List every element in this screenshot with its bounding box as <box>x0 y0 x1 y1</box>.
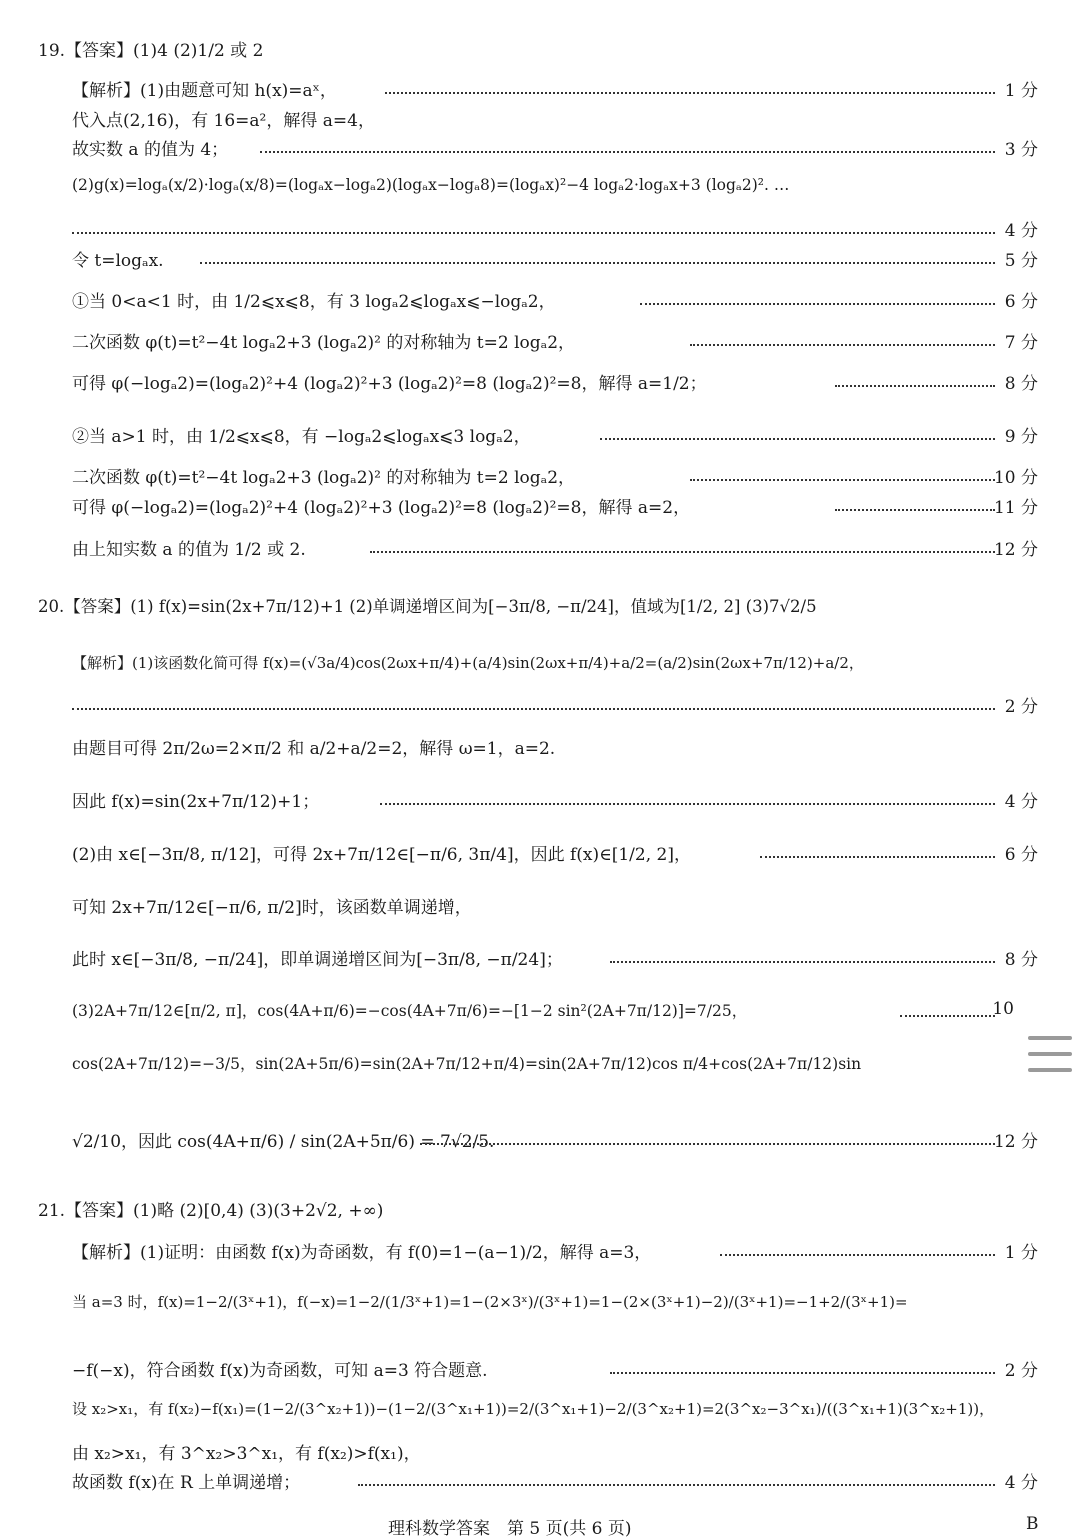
q20-score-8: 8 分 <box>1004 950 1038 970</box>
q21-score-1: 1 分 <box>1004 1243 1038 1263</box>
q20-analysis-line-7: 此时 x∈[−3π/8, −π/24]，即单调递增区间为[−3π/8, −π/24]； <box>72 950 563 970</box>
q19-analysis-line-8: 二次函数 φ(t)=t²−4t logₐ2+3 (logₐ2)² 的对称轴为 t=2 logₐ2， <box>72 333 576 353</box>
q20-analysis-line-8: (3)2A+7π/12∈[π/2, π]，cos(4A+π/6)=−cos(4A+7π/6)=−[1−2 sin²(2A+7π/12)]=7/25， <box>72 1002 748 1020</box>
q20-analysis-line-3: 由题目可得 2π/2ω=2×π/2 和 a/2+a/2=2，解得 ω=1，a=2. <box>72 739 556 759</box>
q19-analysis-line-4: (2)g(x)=logₐ(x/2)·logₐ(x/8)=(logₐx−logₐ2)(logₐx−logₐ8)=(logₐx)²−4 logₐ2·logₐx+3 (logₐ2)². … <box>72 176 790 194</box>
q19-analysis-line-3: 故实数 a 的值为 4； <box>72 140 229 160</box>
leader-dots <box>385 92 995 94</box>
q21-analysis-line-3: −f(−x)，符合函数 f(x)为奇函数，可知 a=3 符合题意. <box>72 1361 488 1381</box>
q21-score-4: 4 分 <box>1004 1473 1038 1493</box>
q19-score-9: 9 分 <box>1004 427 1038 447</box>
leader-dots <box>370 551 995 553</box>
q19-score-5: 5 分 <box>1004 251 1038 271</box>
q21-analysis-line-1: 【解析】(1)证明：由函数 f(x)为奇函数，有 f(0)=1−(a−1)/2，解得 a=3， <box>72 1243 652 1263</box>
q20-score-4: 4 分 <box>1004 792 1038 812</box>
q19-analysis-line-12: 可得 φ(−logₐ2)=(logₐ2)²+4 (logₐ2)²+3 (logₐ2)²=8 (logₐ2)²=8，解得 a=2， <box>72 498 691 518</box>
leader-dots <box>690 479 995 481</box>
q19-analysis-line-10: ②当 a>1 时，由 1/2⩽x⩽8，有 −logₐ2⩽logₐx⩽3 logₐ2， <box>72 427 531 447</box>
q21-analysis-line-4: 设 x₂>x₁，有 f(x₂)−f(x₁)=(1−2/(3^x₂+1))−(1−2/(3^x₁+1))=2/(3^x₁+1)−2/(3^x₂+1)=2(3^x₂−3^x₁)/((3^x₁+1)(3^x₂+1))， <box>72 1400 995 1418</box>
leader-dots <box>72 708 995 710</box>
q19-analysis-line-13: 由上知实数 a 的值为 1/2 或 2. <box>72 540 306 560</box>
q20-analysis-line-10: √2/10，因此 cos(4A+π/6) / sin(2A+5π/6) = 7√2/5. <box>72 1132 495 1152</box>
q20-answer: 20.【答案】(1) f(x)=sin(2x+7π/12)+1 (2)单调递增区间为[−3π/8, −π/24]，值域为[1/2, 2] (3)7√2/5 <box>38 597 817 616</box>
q19-analysis-line-2: 代入点(2,16)，有 16=a²，解得 a=4， <box>72 111 375 131</box>
leader-dots <box>720 1254 995 1256</box>
q19-analysis-line-1: 【解析】(1)由题意可知 h(x)=aˣ， <box>72 81 337 101</box>
leader-dots <box>358 1484 995 1486</box>
q19-score-6: 6 分 <box>1004 292 1038 312</box>
q19-score-1: 1 分 <box>1004 81 1038 101</box>
leader-dots <box>690 344 995 346</box>
q21-analysis-line-5: 由 x₂>x₁，有 3^x₂>3^x₁，有 f(x₂)>f(x₁)， <box>72 1444 421 1464</box>
q20-analysis-line-5: (2)由 x∈[−3π/8, π/12]，可得 2x+7π/12∈[−π/6, 3π/4]，因此 f(x)∈[1/2, 2]， <box>72 845 691 865</box>
leader-dots <box>835 385 995 387</box>
q19-score-8: 8 分 <box>1004 374 1038 394</box>
q20-score-12: 12 分 <box>993 1132 1038 1152</box>
q19-score-10: 10 分 <box>993 468 1038 488</box>
q20-score-2: 2 分 <box>1004 697 1038 717</box>
q19-analysis-line-11: 二次函数 φ(t)=t²−4t logₐ2+3 (logₐ2)² 的对称轴为 t=2 logₐ2， <box>72 468 576 488</box>
q21-score-2: 2 分 <box>1004 1361 1038 1381</box>
leader-dots <box>200 262 995 264</box>
leader-dots <box>610 961 995 963</box>
leader-dots <box>640 303 995 305</box>
leader-dots <box>835 509 995 511</box>
q19-score-3: 3 分 <box>1004 140 1038 160</box>
q19-score-7: 7 分 <box>1004 333 1038 353</box>
q20-score-6: 6 分 <box>1004 845 1038 865</box>
q19-answer: 19.【答案】(1)4 (2)1/2 或 2 <box>38 41 264 61</box>
leader-dots <box>600 438 995 440</box>
q19-analysis-line-7: ①当 0<a<1 时，由 1/2⩽x⩽8，有 3 logₐ2⩽logₐx⩽−logₐ2， <box>72 292 556 312</box>
menu-icon[interactable] <box>1028 1036 1072 1074</box>
leader-dots <box>380 803 995 805</box>
leader-dots <box>260 151 995 153</box>
q19-score-12: 12 分 <box>993 540 1038 560</box>
q21-analysis-line-6: 故函数 f(x)在 R 上单调递增； <box>72 1473 301 1493</box>
leader-dots <box>610 1372 995 1374</box>
q20-analysis-line-9: cos(2A+7π/12)=−3/5，sin(2A+5π/6)=sin(2A+7π/12+π/4)=sin(2A+7π/12)cos π/4+cos(2A+7π/12)sin <box>72 1055 862 1073</box>
q20-analysis-line-1: 【解析】(1)该函数化简可得 f(x)=(√3a/4)cos(2ωx+π/4)+(a/4)sin(2ωx+π/4)+a/2=(a/2)sin(2ωx+7π/12)+a/2， <box>72 654 864 672</box>
q19-analysis-line-6: 令 t=logₐx. <box>72 251 164 271</box>
q20-analysis-line-6: 可知 2x+7π/12∈[−π/6, π/2]时，该函数单调递增， <box>72 898 472 918</box>
paper-version-mark: B <box>1026 1514 1039 1534</box>
leader-dots <box>760 856 995 858</box>
q20-analysis-line-4: 因此 f(x)=sin(2x+7π/12)+1； <box>72 792 320 812</box>
q19-analysis-line-9: 可得 φ(−logₐ2)=(logₐ2)²+4 (logₐ2)²+3 (logₐ2)²=8 (logₐ2)²=8，解得 a=1/2； <box>72 374 707 394</box>
q20-score-10: 10 <box>992 999 1014 1019</box>
q21-analysis-line-2: 当 a=3 时，f(x)=1−2/(3ˣ+1)，f(−x)=1−2/(1/3ˣ+1)=1−(2×3ˣ)/(3ˣ+1)=1−(2×(3ˣ+1)−2)/(3ˣ+1)=−1+2/(3ˣ+1)= <box>72 1293 908 1311</box>
q21-answer: 21.【答案】(1)略 (2)[0,4) (3)(3+2√2, +∞) <box>38 1201 384 1221</box>
leader-dots <box>900 1015 995 1017</box>
leader-dots <box>420 1143 995 1145</box>
q19-score-11: 11 分 <box>993 498 1038 518</box>
page-footer: 理科数学答案 第 5 页(共 6 页) <box>388 1519 632 1539</box>
q19-score-4: 4 分 <box>1004 221 1038 241</box>
leader-dots <box>72 232 995 234</box>
